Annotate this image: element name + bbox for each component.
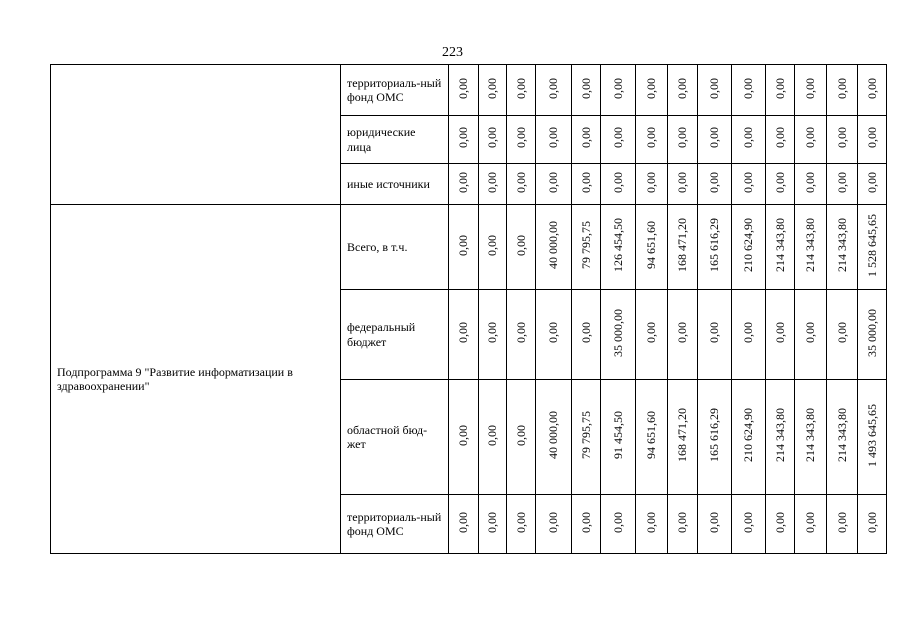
value-cell [572, 65, 601, 116]
value-cell [449, 164, 479, 205]
value-text: 0,00 [772, 127, 787, 148]
value-text: 79 795,75 [578, 221, 593, 269]
value-text: 0,00 [707, 511, 721, 533]
value-cell [479, 380, 507, 495]
value-cell [766, 290, 795, 380]
value-cell [858, 290, 887, 380]
value-cell [636, 205, 668, 290]
value-cell [636, 380, 668, 495]
value-text: 0,00 [675, 77, 689, 99]
value-text: 0,00 [513, 234, 528, 256]
value-cell [827, 116, 858, 164]
value-cell [507, 290, 536, 380]
value-text: 0,00 [741, 171, 755, 193]
value-text: 94 651,60 [644, 221, 658, 269]
funding-source-cell: Всего, в т.ч. [341, 205, 449, 290]
value-cell [507, 116, 536, 164]
value-text: 126 454,50 [610, 218, 625, 272]
value-text: 35 000,00 [864, 308, 879, 357]
value-cell [479, 495, 507, 554]
value-text: 0,00 [707, 322, 721, 343]
value-text: 0,00 [803, 77, 817, 99]
value-text: 0,00 [675, 511, 689, 533]
value-cell [449, 205, 479, 290]
value-cell [601, 116, 636, 164]
value-text: 0,00 [456, 322, 470, 343]
value-text: 0,00 [803, 511, 817, 533]
value-text: 0,00 [546, 127, 560, 148]
budget-table [50, 64, 887, 554]
value-cell [732, 65, 766, 116]
value-text: 0,00 [456, 424, 470, 446]
value-cell [572, 290, 601, 380]
value-text: 0,00 [834, 127, 849, 148]
value-text: 0,00 [741, 511, 755, 533]
value-text: 214 343,80 [803, 408, 817, 462]
value-cell [479, 65, 507, 116]
value-text: 214 343,80 [834, 408, 849, 462]
value-text: 0,00 [456, 234, 470, 256]
value-text: 165 616,29 [707, 408, 721, 462]
value-cell [698, 65, 732, 116]
value-text: 0,00 [456, 171, 470, 193]
value-cell [766, 164, 795, 205]
value-text: 214 343,80 [772, 408, 787, 462]
value-cell [507, 164, 536, 205]
value-text: 0,00 [485, 171, 499, 193]
value-cell [507, 380, 536, 495]
value-cell [858, 65, 887, 116]
value-cell [827, 290, 858, 380]
value-cell [536, 116, 572, 164]
value-text: 0,00 [485, 511, 499, 533]
value-cell [795, 495, 827, 554]
value-cell [732, 495, 766, 554]
value-text: 0,00 [513, 322, 528, 343]
value-text: 0,00 [546, 77, 560, 99]
value-text: 0,00 [456, 127, 470, 148]
funding-source-cell: федеральный бюджет [341, 290, 449, 380]
value-text: 0,00 [834, 171, 849, 193]
value-cell [601, 65, 636, 116]
value-text: 0,00 [772, 77, 787, 99]
value-text: 0,00 [772, 322, 787, 343]
value-cell [827, 380, 858, 495]
value-text: 0,00 [610, 511, 625, 533]
value-text: 0,00 [610, 127, 625, 148]
program-name-cell [51, 65, 341, 205]
value-cell [698, 116, 732, 164]
value-text: 214 343,80 [772, 218, 787, 272]
value-text: 1 528 645,65 [864, 213, 879, 277]
value-text: 0,00 [513, 127, 528, 148]
value-text: 0,00 [803, 127, 817, 148]
value-text: 0,00 [803, 171, 817, 193]
value-cell [827, 495, 858, 554]
value-cell [795, 290, 827, 380]
value-cell [636, 290, 668, 380]
value-cell [858, 495, 887, 554]
value-cell [668, 65, 698, 116]
value-text: 0,00 [644, 77, 658, 99]
value-text: 1 493 645,65 [864, 403, 879, 467]
value-cell [668, 164, 698, 205]
value-cell [449, 116, 479, 164]
value-cell [858, 380, 887, 495]
value-cell [536, 290, 572, 380]
value-text: 0,00 [546, 322, 560, 343]
value-cell [732, 116, 766, 164]
value-text: 0,00 [772, 171, 787, 193]
value-cell [698, 164, 732, 205]
value-cell [636, 116, 668, 164]
value-cell [479, 164, 507, 205]
value-text: 35 000,00 [610, 308, 625, 357]
value-cell [479, 290, 507, 380]
value-text: 0,00 [864, 171, 879, 193]
value-text: 40 000,00 [546, 221, 560, 269]
value-cell [449, 290, 479, 380]
value-text: 210 624,90 [741, 218, 755, 272]
value-cell [858, 116, 887, 164]
value-text: 0,00 [578, 127, 593, 148]
funding-source-cell: иные источники [341, 164, 449, 205]
value-text: 0,00 [644, 322, 658, 343]
value-text: 0,00 [675, 127, 689, 148]
value-text: 79 795,75 [578, 411, 593, 459]
value-cell [572, 495, 601, 554]
value-cell [536, 380, 572, 495]
value-text: 0,00 [578, 77, 593, 99]
value-text: 0,00 [546, 171, 560, 193]
value-cell [858, 205, 887, 290]
funding-source-cell: юридические лица [341, 116, 449, 164]
value-text: 0,00 [803, 322, 817, 343]
value-cell [766, 380, 795, 495]
value-cell [668, 116, 698, 164]
value-text: 0,00 [675, 171, 689, 193]
value-cell [449, 65, 479, 116]
value-text: 0,00 [864, 511, 879, 533]
value-cell [507, 495, 536, 554]
value-cell [827, 164, 858, 205]
value-text: 214 343,80 [834, 218, 849, 272]
value-cell [572, 164, 601, 205]
page-number: 223 [442, 45, 463, 60]
value-cell [601, 495, 636, 554]
value-cell [732, 205, 766, 290]
value-text: 0,00 [578, 511, 593, 533]
value-cell [572, 205, 601, 290]
program-name-cell: Подпрограмма 9 "Развитие информатизации в здравоохранении" [51, 205, 341, 554]
value-text: 165 616,29 [707, 218, 721, 272]
value-text: 0,00 [610, 77, 625, 99]
value-text: 0,00 [741, 322, 755, 343]
table-row [51, 65, 887, 116]
value-text: 91 454,50 [610, 411, 625, 459]
value-text: 0,00 [485, 322, 499, 343]
value-cell [766, 205, 795, 290]
value-cell [479, 205, 507, 290]
value-text: 0,00 [513, 511, 528, 533]
funding-source-cell: территориаль-ный фонд ОМС [341, 495, 449, 554]
value-cell [507, 205, 536, 290]
value-text: 0,00 [834, 322, 849, 343]
value-text: 0,00 [741, 127, 755, 148]
value-text: 40 000,00 [546, 411, 560, 459]
value-cell [795, 65, 827, 116]
value-text: 0,00 [456, 511, 470, 533]
value-cell [858, 164, 887, 205]
value-cell [732, 380, 766, 495]
value-text: 0,00 [644, 171, 658, 193]
value-text: 0,00 [513, 77, 528, 99]
value-text: 0,00 [578, 171, 593, 193]
value-cell [668, 205, 698, 290]
value-text: 0,00 [456, 77, 470, 99]
value-text: 0,00 [834, 77, 849, 99]
value-text: 0,00 [513, 424, 528, 446]
value-cell [766, 495, 795, 554]
value-cell [536, 495, 572, 554]
value-cell [636, 65, 668, 116]
value-text: 0,00 [864, 127, 879, 148]
value-text: 0,00 [834, 511, 849, 533]
value-cell [601, 290, 636, 380]
value-text: 0,00 [675, 322, 689, 343]
value-cell [449, 495, 479, 554]
value-text: 0,00 [546, 511, 560, 533]
value-text: 0,00 [485, 234, 499, 256]
value-cell [536, 205, 572, 290]
value-text: 94 651,60 [644, 411, 658, 459]
value-text: 0,00 [644, 511, 658, 533]
value-text: 0,00 [485, 127, 499, 148]
value-cell [795, 116, 827, 164]
table-row [51, 205, 887, 290]
value-text: 168 471,20 [675, 408, 689, 462]
value-cell [668, 290, 698, 380]
value-text: 210 624,90 [741, 408, 755, 462]
value-cell [698, 380, 732, 495]
value-text: 0,00 [610, 171, 625, 193]
value-cell [572, 116, 601, 164]
value-cell [507, 65, 536, 116]
value-cell [479, 116, 507, 164]
value-cell [827, 65, 858, 116]
value-cell [795, 205, 827, 290]
value-cell [572, 380, 601, 495]
value-text: 168 471,20 [675, 218, 689, 272]
value-cell [732, 290, 766, 380]
value-cell [601, 164, 636, 205]
value-text: 0,00 [485, 77, 499, 99]
value-cell [601, 205, 636, 290]
value-cell [795, 164, 827, 205]
value-text: 0,00 [864, 77, 879, 99]
value-cell [668, 495, 698, 554]
funding-source-cell: областной бюд-жет [341, 380, 449, 495]
value-cell [449, 380, 479, 495]
value-text: 0,00 [741, 77, 755, 99]
value-cell [698, 290, 732, 380]
value-cell [766, 116, 795, 164]
value-cell [536, 164, 572, 205]
value-text: 214 343,80 [803, 218, 817, 272]
value-cell [636, 164, 668, 205]
value-cell [698, 495, 732, 554]
value-cell [668, 380, 698, 495]
value-text: 0,00 [772, 511, 787, 533]
value-cell [601, 380, 636, 495]
value-cell [636, 495, 668, 554]
value-text: 0,00 [707, 77, 721, 99]
value-cell [766, 65, 795, 116]
value-cell [795, 380, 827, 495]
value-cell [732, 164, 766, 205]
value-text: 0,00 [578, 322, 593, 343]
value-text: 0,00 [707, 171, 721, 193]
value-cell [827, 205, 858, 290]
value-cell [698, 205, 732, 290]
value-text: 0,00 [485, 424, 499, 446]
value-cell [536, 65, 572, 116]
funding-source-cell: территориаль-ный фонд ОМС [341, 65, 449, 116]
value-text: 0,00 [644, 127, 658, 148]
value-text: 0,00 [707, 127, 721, 148]
value-text: 0,00 [513, 171, 528, 193]
